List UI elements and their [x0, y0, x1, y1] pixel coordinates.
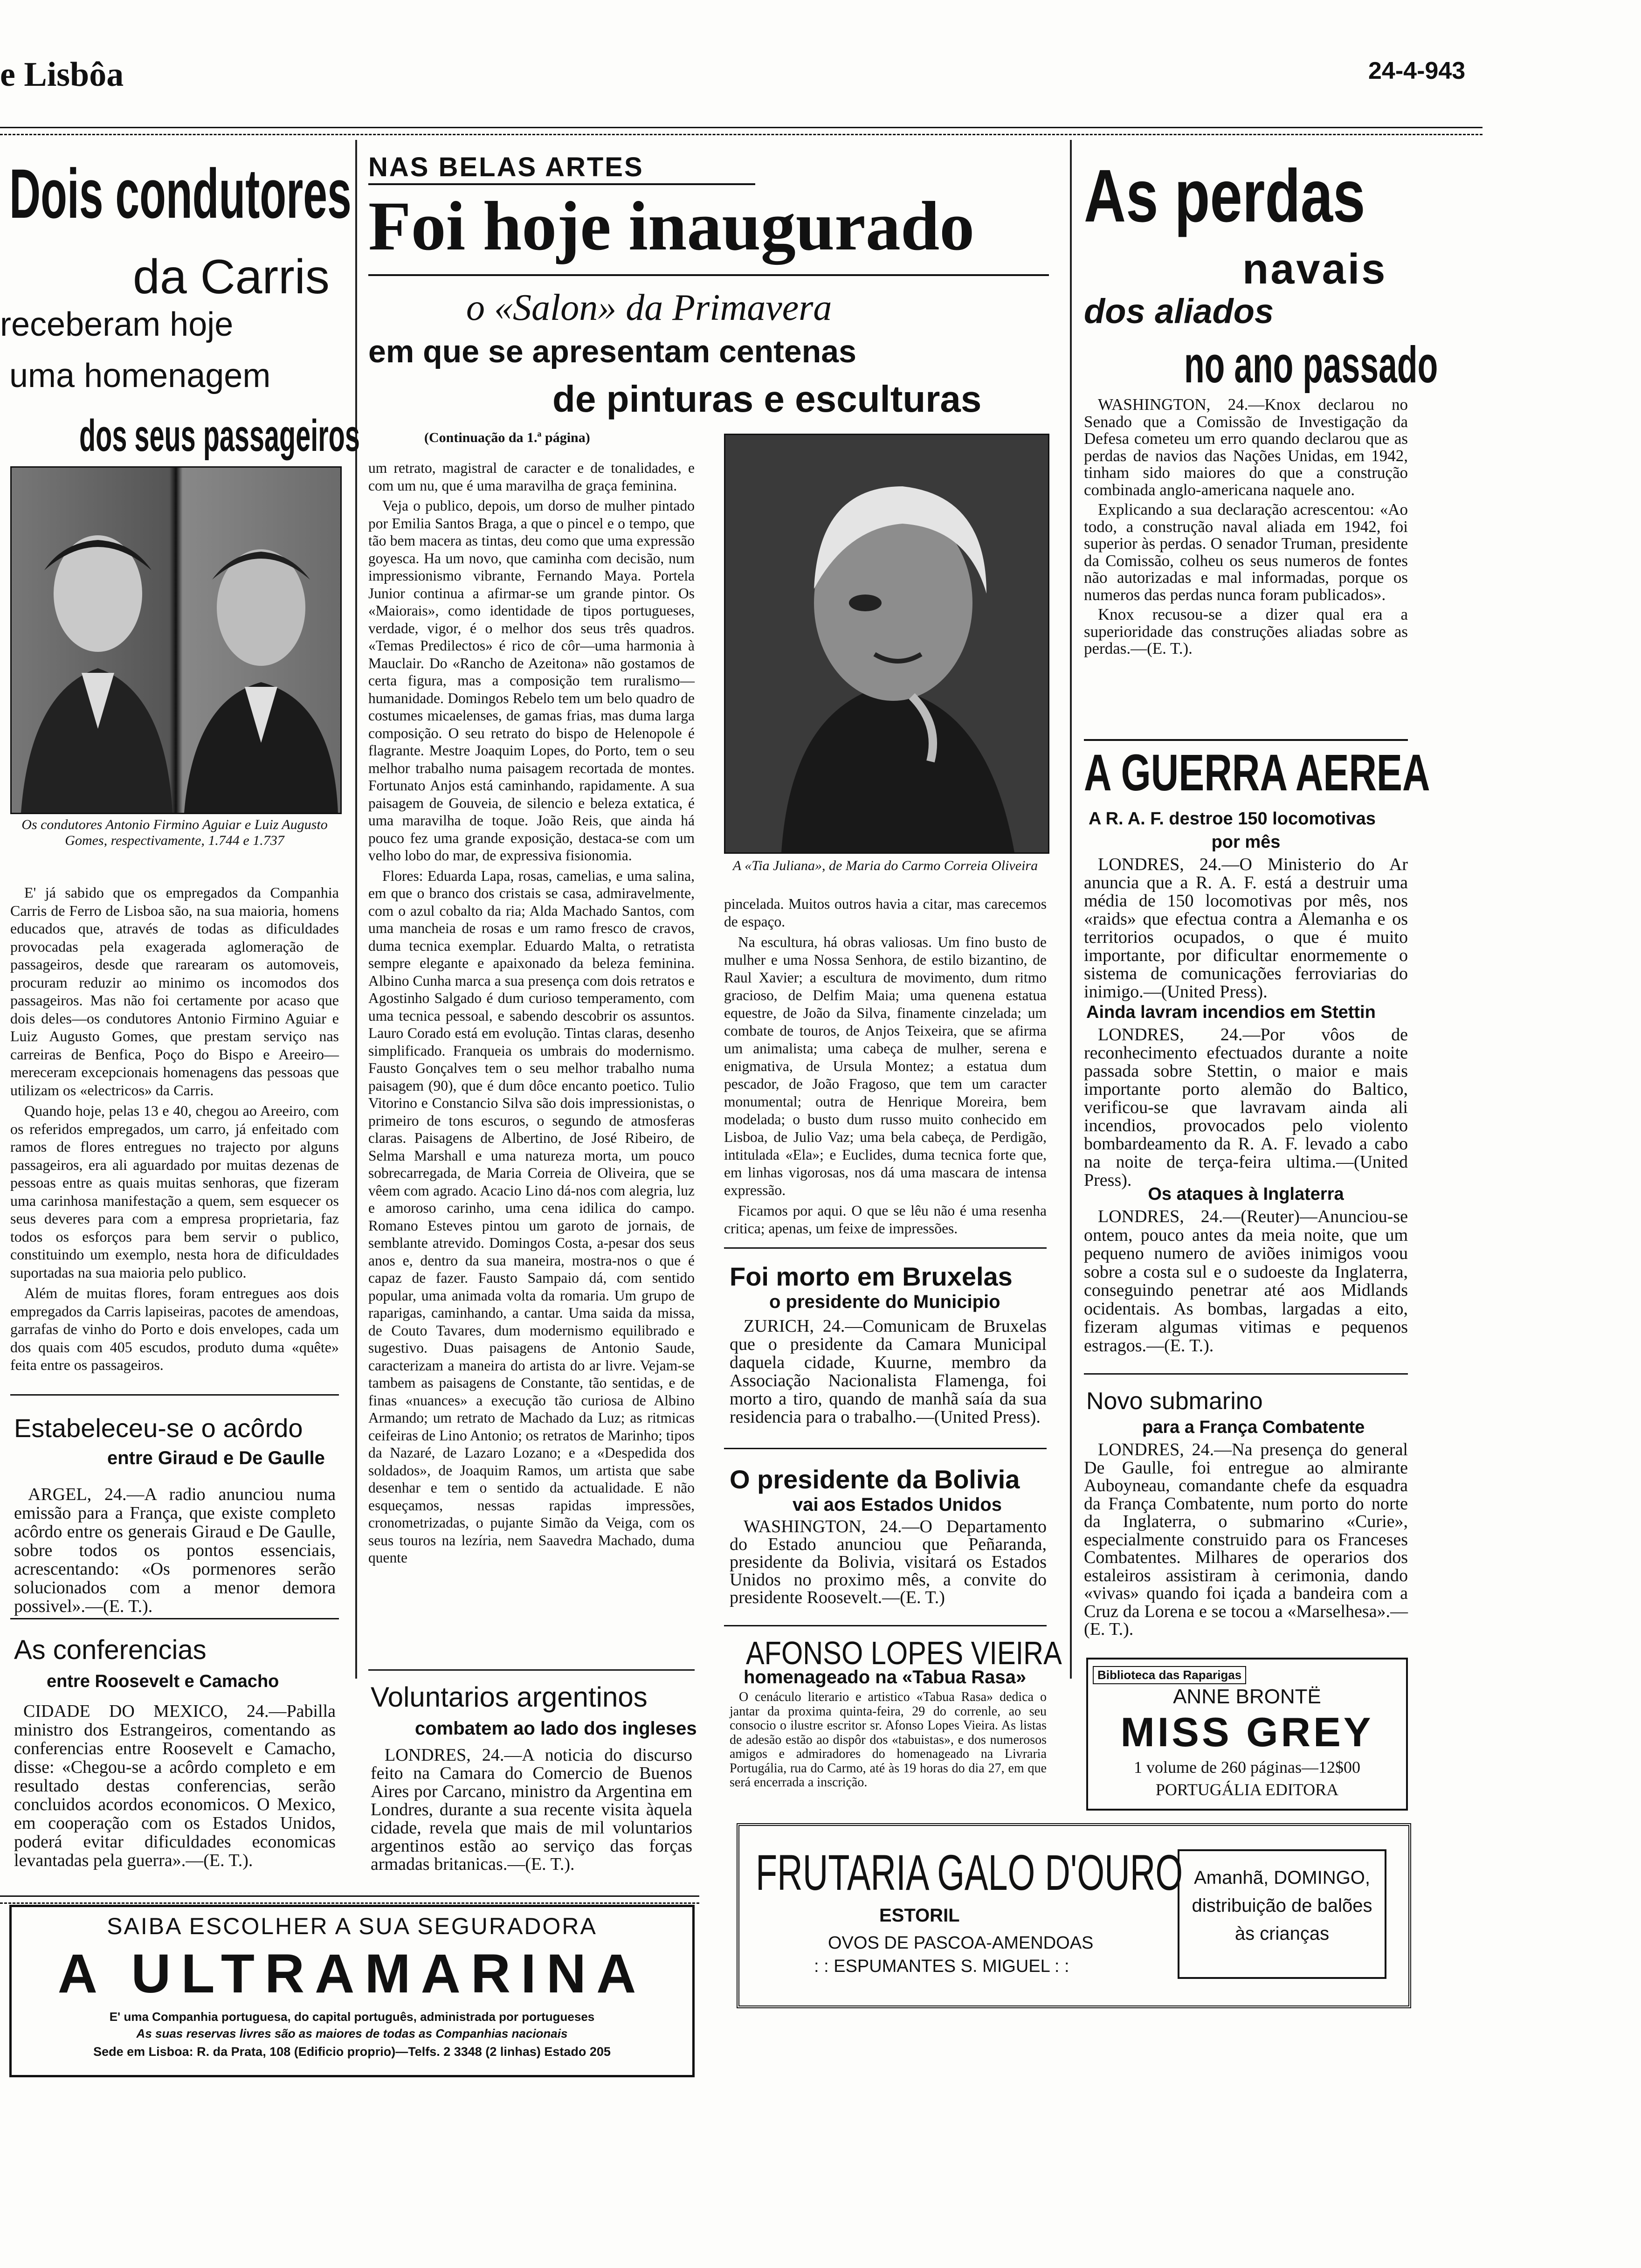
masthead-rule: [0, 127, 1482, 135]
photo-condutores: [10, 466, 342, 814]
headline-ataques-inglaterra: Os ataques à Inglaterra: [1148, 1184, 1344, 1204]
portrait-drawing: [12, 468, 340, 813]
ad-book-title: MISS GREY: [1120, 1709, 1374, 1755]
article-body-vieira: O cenáculo literario e artistico «Tabua Rasa» dedica o jantar da proxima quinta-feira, 29 do correnle, ao seu consocio o ilustre escritor sr. Afonso Lopes Vieira. As listas de adesão estão ao dispôr dos «tabuistas», e dos numerosos amigos e admiradores do homenageado na Livraria Portugália, rua do Carmo, até às 19 horas do dia 27, em que será encerrada a inscrição.: [730, 1690, 1047, 1790]
headline-rule: [368, 274, 1049, 276]
subhead-presidente-municipio: o presidente do Municipio: [769, 1292, 1000, 1312]
paragraph: Além de muitas flores, foram entregues aos dois empregados da Carris lapiseiras, pacotes de amendoas, garrafas de vinho do Porto e dois envelopes, cada um dos quais com 405 escudos, produto duma «quête» feita entre os passageiros.: [10, 1285, 339, 1373]
ad-galo-distribution-box: [1178, 1849, 1386, 1979]
ad-book-author: ANNE BRONTË: [1173, 1685, 1321, 1708]
ad-ultramarina-name: A ULTRAMARINA: [57, 1943, 647, 2005]
paragraph: WASHINGTON, 24.—Knox declarou no Senado que a Comissão de Investigação da Defesa cometeu um erro quando declarou que as perdas de navios das Nações Unidas, em 1942, tinham sido maiores do que a construção combinada anglo-americana naquele ano.: [1084, 395, 1408, 499]
divider-rule: [10, 1618, 339, 1619]
divider-rule: [724, 1625, 1047, 1626]
headline-voluntarios: Voluntarios argentinos: [371, 1681, 648, 1713]
headline-no-ano-passado: no ano passado: [1184, 336, 1438, 394]
subhead-raf-locomotivas: A R. A. F. destroe 150 locomotivas: [1089, 809, 1376, 829]
article-body-voluntarios: LONDRES, 24.—A noticia do discurso feito na Camara do Comercio de Buenos Aires por Carcano, ministro da Argentina em Londres, durante a sua recente visita àquela cidade, revela que mais de mil voluntarios argentinos estão ao serviço das forças armadas britanicas.—(E. T.).: [371, 1745, 692, 1874]
headline-uma-homenagem: uma homenagem: [9, 357, 271, 394]
photo-caption-condutores: Os condutores Antonio Firmino Aguiar e Luiz Augusto Gomes, respectivamente, 1.744 e 1.737: [21, 817, 328, 848]
subhead-roosevelt-camacho: entre Roosevelt e Camacho: [47, 1672, 279, 1691]
paragraph: um retrato, magistral de caracter e de tonalidades, e com um nu, que é uma maravilha de graça feminina.: [368, 460, 695, 494]
article-body-submarino: LONDRES, 24.—Na presença do general De Gaulle, foi entregue ao almirante Auboyneau, comandante chefe da esquadra da França Combatente, num porto do norte da Inglaterra, o submarino «Curie», especialmente construido para os Franceses Combatentes. Milhares de operarios dos estaleiros assistiram à cerimonia, dando «vivas» quando foi içada a bandeira com a Cruz da Lorena e se tocou a «Marselhesa».—(E. T.).: [1084, 1440, 1408, 1639]
ad-ultramarina-line3: Sede em Lisboa: R. da Prata, 108 (Edificio proprio)—Telfs. 2 3348 (2 linhas) Estado 205: [93, 2045, 611, 2059]
ad-ultramarina-line2: As suas reservas livres são as maiores de todas as Companhias nacionais: [136, 2026, 568, 2040]
kicker-belas-artes: NAS BELAS ARTES: [368, 152, 644, 182]
headline-foi-hoje-inaugurado: Foi hoje inaugurado: [368, 187, 975, 265]
photo-caption-tia-juliana: A «Tia Juliana», de Maria do Carmo Correia Oliveira: [732, 858, 1038, 873]
painting-drawing: [725, 435, 1048, 852]
headline-bolivia: O presidente da Bolivia: [730, 1465, 1020, 1494]
headline-receberam-hoje: receberam hoje: [0, 306, 234, 343]
headline-dois-condutores: Dois condutores: [9, 154, 352, 233]
ad-galo-name: FRUTARIA GALO D'OURO: [756, 1844, 1183, 1901]
paragraph: E' já sabido que os empregados da Companhia Carris de Ferro de Lisboa são, na sua maioria, homens educados que, através de todas as dificuldades provocadas pela exagerada aglomeração de passageiros, desde que rarearam os automoveis, procuram reduzir ao minimo os incomodos dos passageiros. Mas não foi certamente por acaso que dois deles—os condutores Antonio Firmino Aguiar e Luiz Augusto Gomes, que prestam serviço nas carreiras de Benfica, Poço do Bispo e Areeiro—mereceram excepcionais homenagens das pessoas que utilizam os «electricos» da Carris.: [10, 884, 339, 1099]
divider-rule: [1084, 1373, 1408, 1375]
paragraph: Quando hoje, pelas 13 e 40, chegou ao Areeiro, com os referidos empregados, um carro, já enfeitado com ramos de flores entregues no trajecto por alguns passageiros, era ali aguardado por muitas dezenas de pessoas entre as quais muitas senhoras, que fizeram uma carinhosa manifestação a quem, sem esquecer os seus deveres para com a empresa proprietaria, faz todos os esforços para bem servir o publico, constituindo um exemplo, nesta hora de dificuldades suportadas na sua maioria pelo publico.: [10, 1102, 339, 1281]
headline-conferencias: As conferencias: [14, 1635, 207, 1665]
divider-rule: [1084, 739, 1408, 741]
divider-rule: [724, 1448, 1047, 1449]
ad-galo-douro: [737, 1823, 1411, 2008]
bottom-rule: [0, 1895, 699, 1904]
headline-guerra-aerea: A GUERRA AEREA: [1084, 744, 1430, 802]
paragraph: Veja o publico, depois, um dorso de mulher pintado por Emilia Santos Braga, a que o pincel e o tempo, que tão bem macera as tintas, deu como que uma expressão goyesca. Ha um novo, que caminha com decisão, num impressionismo vibrante, Fernando Maya. Portela Junior continua a afirmar-se um grande pintor. Os «Maiorais», como identidade de tipos portugueses, verdade, vigor, é o melhor dos seus três quadros. «Temas Predilectos» é rico de côr—uma harmonia à Mauclair. Do «Rancho de Azeitona» não gostamos de certa figura, mas a composição tem ruralismo—humanidade. Domingos Rebelo tem um belo quadro de costumes micaelenses, de gamas frias, mas duma larga composição. O seu retrato do bispo de Helenopole é flagrante. Mestre Joaquim Lopes, do Porto, tem o seu melhor trabalho numa paisagem recortada de montes. Fortunato Anjos está caminhando, rapidamente. A sua paisagem de Gouveia, de silencio e beleza extatica, é uma maravilha de toque. João Reis, que ainda há pouco fez uma grande exposição, destaca-se com um velho lobo do mar, de expressiva fisionomia.: [368, 498, 695, 864]
paragraph: Na escultura, há obras valiosas. Um fino busto de mulher e uma Nossa Senhora, de estilo bizantino, de Raul Xavier; a escultura de movimento, dum ritmo gracioso, de Delfim Maia; uma quenena estatua equestre, de João da Silva, finamente cinzelada; um combate de touros, de Anjos Teixeira, que se afirma um animalista; uma cabeça de mulher, serena e enigmativa, de Ursula Montez; a estatua dum pescador, de João Fragoso, que tem um caracter monumental; outra de Henrique Moreira, bem modelada; o busto dum russo muito conhecido em Lisboa, de Julio Vaz; uma bela cabeça, de Perdigão, intitulada «Ela»; e Euclides, duma tecnica forte que, em linhas vigorosas, nos dá uma mascara de intensa expressão.: [724, 934, 1047, 1198]
divider-rule: [724, 1247, 1047, 1249]
masthead-paper-name: e Lisbôa: [0, 55, 124, 94]
subhead-giraud-de-gaulle: entre Giraud e De Gaulle: [107, 1448, 325, 1468]
ad-ultramarina-line1: E' uma Companhia portuguesa, do capital português, administrada por portugueses: [109, 2010, 595, 2024]
headline-da-carris: da Carris: [133, 250, 330, 304]
photo-tia-juliana: [724, 434, 1049, 854]
article-body-perdas: [1084, 396, 1408, 660]
ad-book-publisher: PORTUGÁLIA EDITORA: [1155, 1780, 1339, 1799]
subhead-por-mes: por mês: [1211, 832, 1281, 852]
ad-galo-box1: Amanhã, DOMINGO,: [1194, 1867, 1370, 1888]
article-body-bolivia: WASHINGTON, 24.—O Departamento do Estado anunciou que Peñaranda, presidente da Bolivia, visitará os Estados Unidos no proximo mês, a convite do presidente Roosevelt.—(E. T.): [730, 1517, 1047, 1607]
column-divider: [355, 140, 357, 1679]
ad-galo-place: ESTORIL: [879, 1905, 960, 1926]
deck-centenas: em que se apresentam centenas: [368, 334, 856, 369]
ad-galo-box2: distribuição de balões: [1192, 1895, 1372, 1916]
headline-stettin: Ainda lavram incendios em Stettin: [1086, 1003, 1376, 1022]
subhead-combatem: combatem ao lado dos ingleses: [415, 1718, 697, 1739]
headline-dos-seus-passageiros: dos seus passageiros: [79, 411, 360, 461]
headline-bruxelas: Foi morto em Bruxelas: [730, 1262, 1013, 1291]
subhead-tabua-rasa: homenageado na «Tabua Rasa»: [744, 1667, 1027, 1687]
paragraph: Ficamos por aqui. O que se lêu não é uma resenha critica; apenas, um feixe de impressões.: [724, 1203, 1047, 1237]
deck-pinturas-esculturas: de pinturas e esculturas: [552, 378, 982, 420]
headline-as-perdas: As perdas: [1084, 154, 1365, 237]
article-body-acordo: ARGEL, 24.—A radio anunciou numa emissão para a França, que existe completo acôrdo entre os generais Giraud e De Gaulle, sobre todos os pontos essenciais, acrescentando: «Os pormenores serão solucionados com a menor demora possivel».—(E. T.).: [14, 1485, 336, 1616]
paragraph: Knox recusou-se a dizer qual era a superioridade das construções aliadas sobre as perdas.—(E. T.).: [1084, 605, 1408, 657]
ad-book-series: Biblioteca das Raparigas: [1093, 1666, 1246, 1684]
ad-miss-grey: [1086, 1658, 1408, 1811]
ad-book-info: 1 volume de 260 páginas—12$00: [1134, 1758, 1360, 1777]
headline-novo-submarino: Novo submarino: [1086, 1388, 1263, 1415]
ad-galo-box3: às crianças: [1234, 1923, 1330, 1944]
article-body-stettin: LONDRES, 24.—Por vôos de reconhecimento efectuados durante a noite passada sobre Stettin, o maior e mais importante porto alemão do Baltico, verificou-se que lavravam ainda ali incendios, provocados pelo violento bombardeamento da R. A. F. levado a cabo na noite de terça-feira ultima.—(United Press).: [1084, 1025, 1408, 1190]
article-body-bruxelas: ZURICH, 24.—Comunicam de Bruxelas que o presidente da Camara Municipal daquela cidade, Kuurne, membro da Associação Nacionalista Flamenga, foi morto a tiro, quando de manhã saía da sua residencia para o trabalho.—(United Press).: [730, 1316, 1047, 1427]
article-body-conferencias: CIDADE DO MEXICO, 24.—Pabilla ministro dos Estrangeiros, comentando as conferencias entre Roosevelt e Camacho, disse: «Chegou-se a acôrdo completo e em resultado destas conferencias, serão concluidos acordos economicos. O Mexico, em cooperação com os Estados Unidos, poderá evitar dificuldades economicas levantadas pela guerra».—(E. T.).: [14, 1701, 336, 1870]
divider-rule: [368, 1669, 695, 1671]
ad-galo-line1: OVOS DE PASCOA-AMENDOAS: [828, 1933, 1094, 1953]
article-body-ataques: LONDRES, 24.—(Reuter)—Anunciou-se ontem, pouco antes da meia noite, que um pequeno numero de aviões inimigos voou sobre a costa sul e o sudoeste da Inglaterra, conseguindo penetrar até aos Midlands ocidentais. As bombas, largadas a eito, fizeram algumas vitimas e pequenos estragos.—(E. T.).: [1084, 1207, 1408, 1355]
paragraph: pincelada. Muitos outros havia a citar, mas carecemos de espaço.: [724, 896, 1047, 930]
divider-rule: [10, 1394, 339, 1396]
paragraph: Explicando a sua declaração acrescentou: «Ao todo, a construção naval aliada em 1942, foi superior às perdas. O senador Truman, presidente da Comissão, colheu os seus numeros de fontes não autorizadas e mal informadas, porque os numeros das perdas nunca foram publicados».: [1084, 500, 1408, 604]
deck-salon-primavera: o «Salon» da Primavera: [466, 287, 832, 328]
article-body-guerra-aerea: LONDRES, 24.—O Ministerio do Ar anuncia que a R. A. F. está a destruir uma média de 150 locomotivas por mês, nos «raids» que efectua contra a Alemanha e os territorios ocupados, o que é muito importante, por dificultar enormemente o sistema de comunicações ferroviarias do inimigo.—(United Press).: [1084, 855, 1408, 1002]
headline-acordo: Estabeleceu-se o acôrdo: [14, 1413, 303, 1443]
subhead-franca-combatente: para a França Combatente: [1142, 1418, 1365, 1437]
headline-dos-aliados: dos aliados: [1084, 292, 1274, 331]
masthead-date: 24-4-943: [1368, 57, 1466, 84]
continuation-note: (Continuação da 1.ª página): [424, 430, 590, 445]
ad-ultramarina: [9, 1905, 695, 2077]
article-body-carris: [10, 884, 339, 1377]
subhead-estados-unidos: vai aos Estados Unidos: [793, 1494, 1002, 1515]
column-divider: [1070, 140, 1072, 1679]
headline-navais: navais: [1242, 245, 1387, 293]
kicker-rule: [368, 183, 755, 185]
ad-ultramarina-top: SAIBA ESCOLHER A SUA SEGURADORA: [107, 1913, 597, 1939]
article-body-salon: [368, 459, 695, 1570]
paragraph: Flores: Eduarda Lapa, rosas, camelias, e uma salina, em que o branco dos cristais se casa, admiravelmente, com o azul cobalto da ria; Alda Machado Santos, com uma mancheia de rosas e um ramo fresco de cravos, duma tecnica exemplar. Eduardo Malta, o retratista sempre elegante e apaixonado da beleza feminina. Albino Cunha marca a sua presença com dois retratos e Agostinho Salgado é dum curioso temperamento, com uma tecnica pessoal, e sabendo descobrir os assuntos. Lauro Corado está em evolução. Tintas claras, desenho simplificado. Franqueia os umbrais do modernismo. Fausto Gonçalves tem o seu melhor trabalho numa paisagem (90), que é dum dôce encanto poetico. Tulio Vitorino e Constancio Silva são dois impressionistas, o primeiro de tons escuros, o segundo de atmosferas claras. Paisagens de Albertino, de José Ribeiro, de Selma Marshall e uma natureza morta, um pouco sobrecarregada, de Maria Correia de Oliveira, que se vêem com agrado. Acacio Lino dá-nos com alegria, luz e amoroso carinho, uma cena idilica do campo. Romano Esteves pintou um garoto de jornais, de semblante atrevido. Domingos Costa, a-pesar dos seus anos e, dentro da sua maneira, mostra-nos o que é capaz de fazer. Fausto Sampaio dá, com sentido popular, uma animada volta da romaria. Um grupo de raparigas, caminhando, a cantar. Uma saida da missa, de Couto Tavares, dum modernismo equilibrado e sugestivo. Duas paisagens de Antonio Saude, caracterizam a maneira do artista do ar livre. Vejam-se tambem as paisagens de Constante, tão sentidas, e de finas «nuances» a execução tão curiosa de Albino Armando; um retrato de Machado da Luz; as ritmicas ceifeiras de Lino Antonio; os retratos de Marinho; tipos da Nazaré, de Lazaro Lozano; e a «Despedida dos soldados», de Joaquim Ramos, um artista que sabe desenhar e tem o sentido da actualidade. E não esqueçamos, nessas rapidas impressões, cronometrizadas, o pujante Simão da Veiga, com os seus touros na lezíria, nem Saavedra Machado, duma quente: [368, 867, 695, 1566]
ad-galo-line2: : : ESPUMANTES S. MIGUEL : :: [814, 1957, 1069, 1976]
article-body-escultura: [724, 895, 1047, 1240]
headline-afonso-lopes-vieira: AFONSO LOPES VIEIRA: [746, 1635, 1062, 1671]
